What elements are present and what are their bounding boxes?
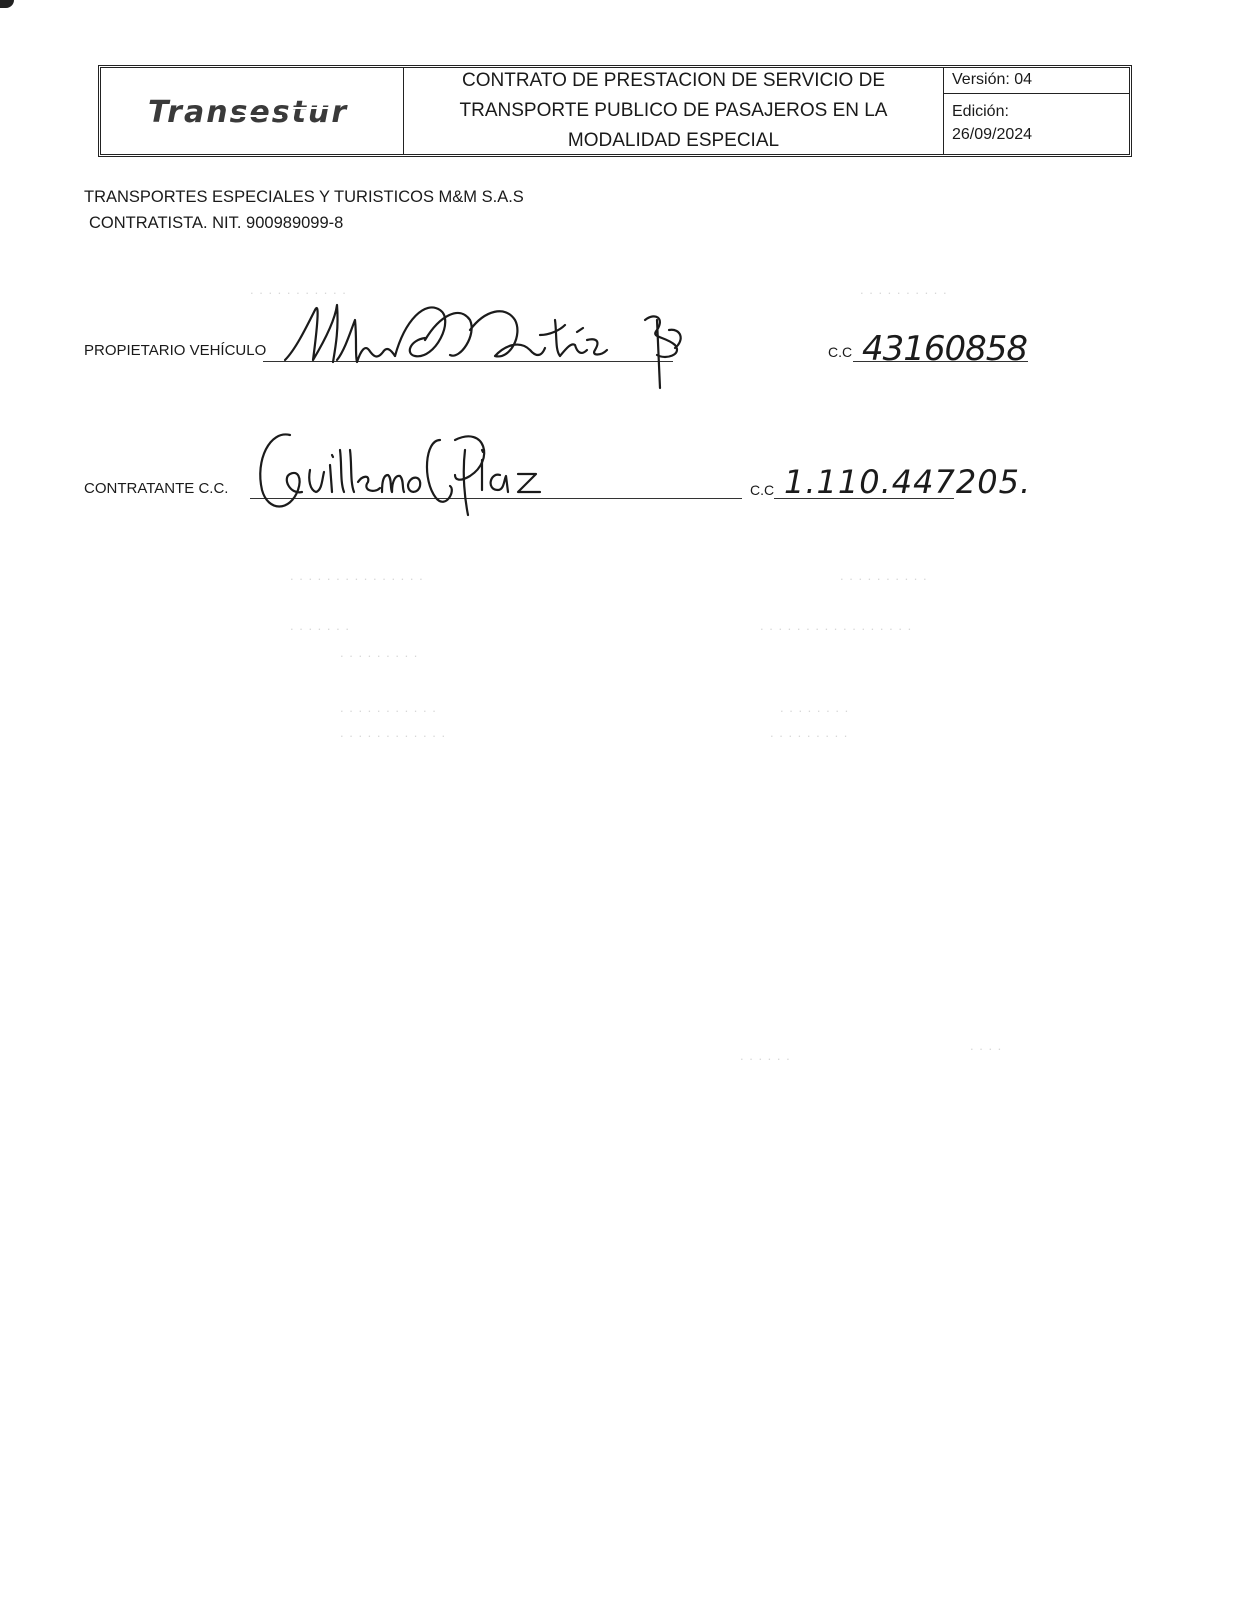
bleed-through-text: . . . . . . . . . <box>340 645 419 660</box>
owner-signature <box>265 290 705 400</box>
bleed-through-text: . . . . . . . . . . . <box>250 282 347 297</box>
company-nit: CONTRATISTA. NIT. 900989099-8 <box>89 214 344 232</box>
contractor-cc-handwritten <box>780 455 1080 510</box>
bleed-through-text: . . . . . . . . . . . . . . . <box>290 568 424 583</box>
bleed-through-text: . . . . . . <box>740 1048 791 1063</box>
company-block <box>84 184 524 236</box>
edition-label: Edición: <box>952 103 1009 120</box>
contractor-label: CONTRATANTE C.C. <box>84 480 229 497</box>
bleed-through-text: . . . . . . . . . . <box>840 568 928 583</box>
edition-value: 26/09/2024 <box>952 126 1033 143</box>
scan-corner-mark <box>0 0 14 8</box>
logo-cell <box>101 68 404 154</box>
version-label: Versión: <box>952 71 1010 88</box>
document-meta <box>944 68 1129 154</box>
owner-cc-handwritten <box>860 320 1060 370</box>
bleed-through-text: . . . . . . . . . <box>770 725 849 740</box>
bleed-through-text: . . . . . . . . <box>780 700 850 715</box>
company-name: TRANSPORTES ESPECIALES Y TURISTICOS M&M S.A.S <box>84 188 524 206</box>
owner-label: PROPIETARIO VEHÍCULO <box>84 342 267 359</box>
transestur-logo <box>122 86 382 136</box>
svg-text:1.110.447205.: 1.110.447205. <box>784 463 1032 501</box>
contractor-cc-label: C.C <box>750 482 775 498</box>
svg-text:43160858: 43160858 <box>862 329 1028 369</box>
bleed-through-text: . . . . . . . . . . . . . . . . . <box>760 618 913 633</box>
bleed-through-text: . . . . . . . <box>290 618 350 633</box>
logo-text: Transestur <box>148 95 349 130</box>
bleed-through-text: . . . . . . . . . . . <box>340 700 437 715</box>
contractor-signature <box>250 420 570 520</box>
edition-row <box>944 94 1129 154</box>
version-value: 04 <box>1014 71 1033 88</box>
bleed-through-text: . . . . . . . . . . . . <box>340 725 447 740</box>
bleed-through-text: . . . . <box>970 1038 1003 1053</box>
version-row <box>944 68 1129 94</box>
owner-cc-label: C.C <box>828 344 853 360</box>
bleed-through-text: . . . . . . . . . . <box>860 282 948 297</box>
document-header-table <box>98 65 1132 157</box>
document-title: CONTRATO DE PRESTACION DE SERVICIO DE TRANSPORTE PUBLICO DE PASAJEROS EN LA MODALIDAD ESPECIAL <box>404 68 944 154</box>
